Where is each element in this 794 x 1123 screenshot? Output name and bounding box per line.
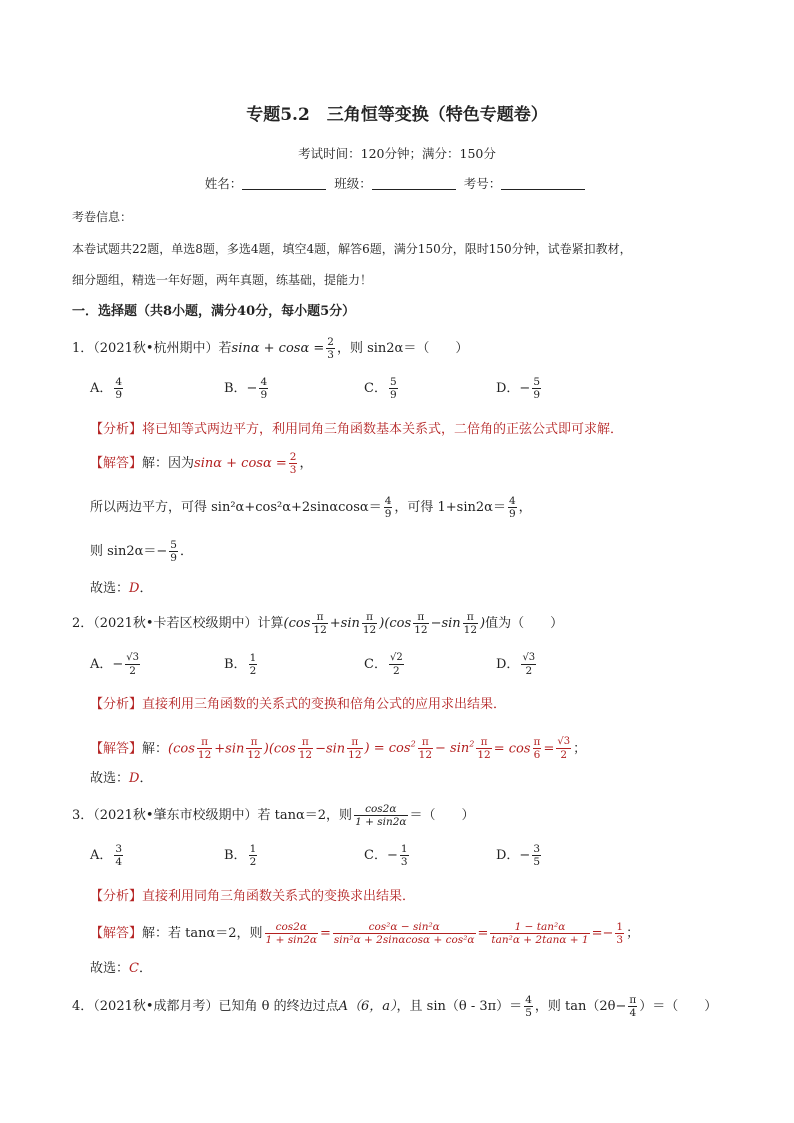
q1-fraction: $\frac{2}{3}$: [327, 336, 334, 361]
exam-time: 考试时间：120分钟；满分：150分: [298, 146, 496, 161]
page-title: 专题5.2 三角恒等变换（特色专题卷）: [246, 105, 548, 125]
q1-solution-line-3: 则 sin2α＝− $\frac{5}{9}$ ．: [90, 539, 193, 564]
name-label: 姓名：: [204, 176, 243, 191]
info-line-1: 本卷试题共22题，单选8题，多选4题，填空4题，解答6题，满分150分，限时150分钟，试卷紧扣教材，: [72, 242, 632, 256]
info-heading: 考卷信息：: [72, 210, 133, 224]
question-2: 2．（2021秋•卡若区校级期中）计算(cos $\frac{\pi}{12}$ +sin $\frac{\pi}{12}$ )(cos $\frac{\pi}{12}$ −sin $\frac{\pi}{12}$ )值为（ ）: [72, 611, 564, 636]
q2-choice: 故选：D．: [90, 771, 153, 786]
q1-suffix: ，则 sin2α＝（ ）: [336, 341, 469, 356]
q1-prefix: 1．（2021秋•杭州期中）若: [72, 341, 232, 356]
q2-option-a: A．− $\frac{√3}{2}$: [90, 652, 140, 677]
number-blank: [501, 176, 585, 190]
analysis-tag: 【分析】: [90, 422, 143, 437]
name-blank: [242, 176, 326, 190]
question-4: 4．（2021秋•成都月考）已知角 θ 的终边过点A（6，a），且 sin（θ - 3π）＝ $\frac{4}{5}$ ，则 tan（2θ− $\frac{\pi}{4}$ ）＝（ ）: [72, 994, 718, 1019]
section-heading: 一．选择题（共8小题，满分40分，每小题5分）: [72, 304, 356, 319]
q3-answer: 【解答】解：若 tanα＝2，则 $\frac{\cos 2\alpha}{1 + \sin 2\alpha}$ = $\frac{\text{cos²α − sin²α}}{\text{sin²α + 2sinαcosα + cos²α}}$ = $\frac{\text{1 − tan²α}}{\text{tan²α + 2tanα + 1}}$ =− $\frac{1}{3}$ ；: [90, 921, 640, 946]
q2-option-b: B． $\frac{1}{2}$: [224, 652, 257, 677]
q3-option-b: B． $\frac{1}{2}$: [224, 843, 257, 868]
q3-option-d: D．− $\frac{3}{5}$: [496, 843, 541, 868]
q1-analysis: 【分析】将已知等式两边平方，利用同角三角函数基本关系式，二倍角的正弦公式即可求解．: [90, 422, 624, 437]
question-3: 3．（2021秋•肇东市校级期中）若 tanα＝2，则 $\frac{\cos 2\alpha}{1 + \sin 2\alpha}$ ＝（ ）: [72, 803, 475, 828]
student-info-row: [0, 175, 794, 193]
q2-answer: 【解答】解：(cos $\frac{\pi}{12}$ +sin $\frac{\pi}{12}$ )(cos $\frac{\pi}{12}$ −sin $\frac{\pi}{12}$ ) = $\cos^2$ $\frac{\pi}{12}$ − $\sin^2$ $\frac{\pi}{12}$ = cos $\frac{\pi}{6}$ = $\frac{√3}{2}$ ；: [90, 736, 587, 762]
q3-option-c: C．− $\frac{1}{3}$: [364, 843, 408, 868]
q1-option-b: B．− $\frac{4}{9}$: [224, 376, 268, 401]
question-1: [72, 336, 468, 362]
q1-option-d: D．− $\frac{5}{9}$: [496, 376, 541, 401]
q1-option-a: A． $\frac{4}{9}$: [90, 376, 123, 401]
q1-option-c: C． $\frac{5}{9}$: [364, 376, 397, 401]
q3-analysis: 【分析】直接利用同角三角函数关系式的变换求出结果．: [90, 889, 416, 904]
class-label: 班级：: [334, 176, 372, 191]
class-blank: [372, 176, 456, 190]
number-label: 考号：: [463, 176, 502, 191]
q2-option-d: D． $\frac{√3}{2}$: [496, 652, 536, 677]
q3-option-a: A． $\frac{3}{4}$: [90, 843, 123, 868]
answer-tag: 【解答】: [90, 456, 143, 471]
info-line-2: 细分题组，精选一年好题，两年真题，练基础，提能力！: [72, 273, 373, 287]
q2-analysis: 【分析】直接利用三角函数的关系式的变换和倍角公式的应用求出结果．: [90, 697, 507, 712]
q1-choice: 故选：D．: [90, 581, 153, 596]
q1-condition: sinα + cosα =: [231, 341, 325, 356]
q3-choice: 故选：C．: [90, 961, 152, 976]
q1-answer: 【解答】解：因为sinα + cosα = $\frac{2}{3}$ ，: [90, 451, 313, 476]
q2-option-c: C． $\frac{√2}{2}$: [364, 652, 403, 677]
q1-solution-line-2: 所以两边平方，可得 sin²α+cos²α+2sinαcosα＝ $\frac{4}{9}$ ，可得 1+sin2α＝ $\frac{4}{9}$ ，: [90, 495, 532, 520]
